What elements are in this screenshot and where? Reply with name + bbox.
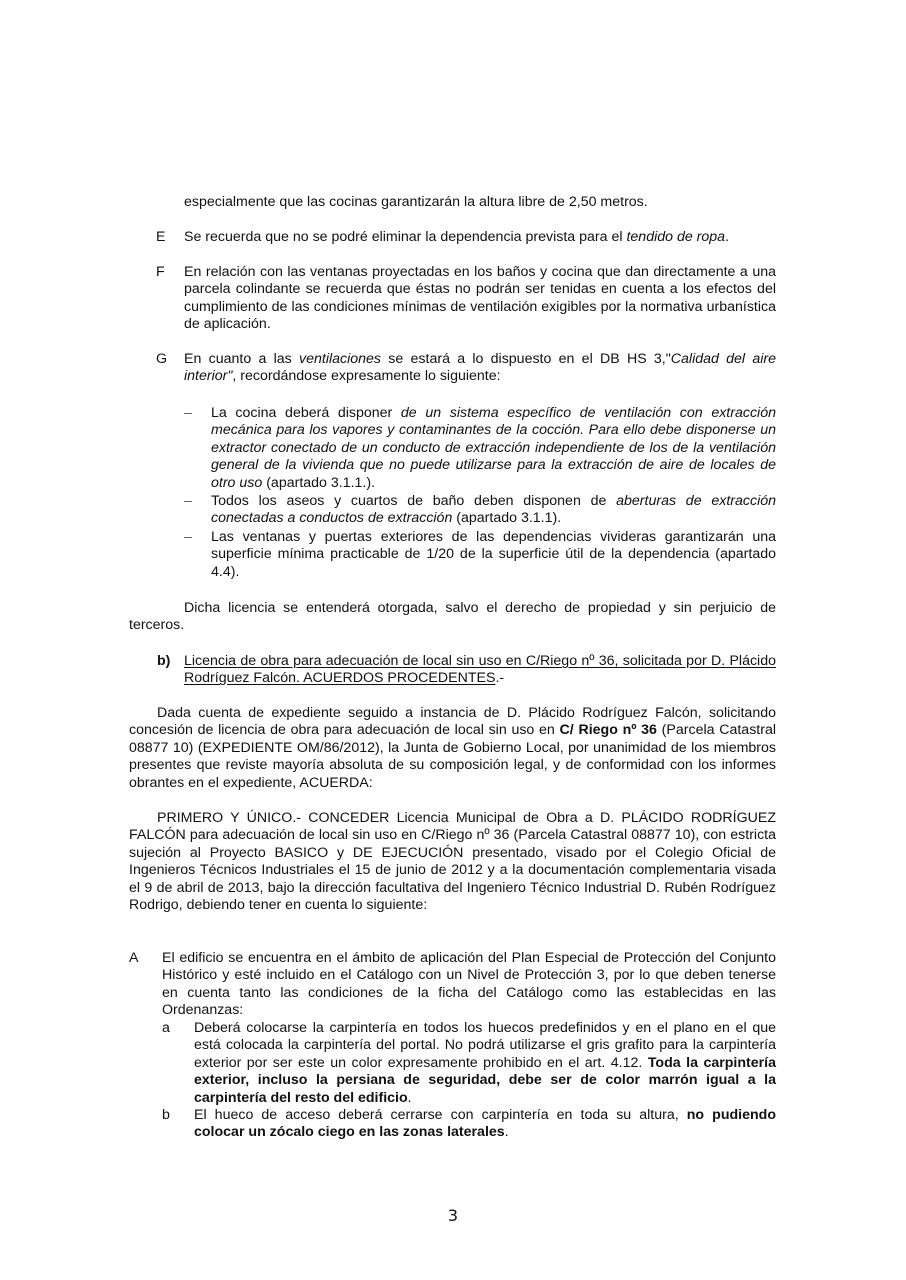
item-g-post: , recordándose expresamente lo siguiente: (232, 368, 501, 385)
dash-1-post: (apartado 3.1.1.). (262, 474, 376, 491)
sub-a-pre: Deberá colocarse la carpintería en todos los huecos predefinidos y en el plano en el que está colocada la carpintería del portal. No podrá utilizarse el gris grafito para la carpintería exterior por ser este un color expresamente prohibido en el art. 4.12. (194, 1020, 776, 1071)
dash-marker-3: – (184, 529, 192, 545)
item-g-text (184, 351, 776, 386)
dada-bold-address: C/ Riego nº 36 (559, 722, 657, 739)
dada-post: (Parcela Catastral 08877 10) (EXPEDIENTE OM/86/2012), la Junta de Gobierno Local, por unanimidad de los miembros presentes que reviste mayoría absoluta de su composición legal, y de conformidad con los informes obrantes en el expediente, ACUERDA: (129, 722, 776, 791)
sub-item-marker-a: a (162, 1020, 170, 1036)
dada-pre: Dada cuenta de expediente seguido a instancia de D. Plácido Rodríguez Falcón, solicitando concesión de licencia de obra para adecuación de local sin uso en (129, 705, 776, 739)
dash-item-3: Las ventanas y puertas exteriores de las dependencias vivideras garantizarán una superficie mínima practicable de 1/20 de la superficie útil de la dependencia (apartado 4.4). (211, 529, 776, 580)
dash-2-post: (apartado 3.1.1). (452, 510, 562, 527)
dash-marker-2: – (184, 493, 192, 509)
dicha-paragraph: Dicha licencia se entenderá otorgada, salvo el derecho de propiedad y sin perjuicio de terceros. (129, 600, 776, 634)
dada-paragraph (129, 705, 776, 792)
item-f-text: En relación con las ventanas proyectadas en los baños y cocina que dan directamente a una parcela colindante se recuerda que éstas no podrán ser tenidas en cuenta a los efectos del cumplimiento de las condiciones mínimas de ventilación exigibles por la normativa urbanística de aplicación. (184, 264, 776, 333)
item-e-post: . (725, 229, 730, 245)
item-e-text (184, 229, 776, 246)
item-g-mid: se estará a lo dispuesto en el DB HS 3," (381, 351, 671, 367)
item-g-pre: En cuanto a las (184, 351, 299, 367)
sub-item-marker-b: b (162, 1107, 170, 1123)
item-a-upper-text: El edificio se encuentra en el ámbito de aplicación del Plan Especial de Protección del Conjunto Histórico y esté incluido en el Catálogo con un Nivel de Protección 3, por lo que deben tenerse en cuenta tanto las condiciones de la ficha del Catálogo como las establecidas en las Ordenanzas: (162, 950, 776, 1019)
item-marker-g: G (156, 351, 168, 367)
section-b-suffix: .- (495, 670, 505, 687)
item-marker-f: F (156, 264, 165, 280)
dash-2-pre: Todos los aseos y cuartos de baño deben disponen de (211, 493, 617, 509)
item-marker-a-upper: A (129, 950, 139, 966)
item-g-italic2: Calidad del aire interior" (184, 351, 776, 385)
item-marker-e: E (156, 229, 166, 245)
item-e-pre: Se recuerda que no se podré eliminar la dependencia prevista para el (184, 229, 627, 245)
continuation-line: especialmente que las cocinas garantizarán la altura libre de 2,50 metros. (184, 194, 648, 210)
sub-a-bold: Toda la carpintería exterior, incluso la persiana de seguridad, debe ser de color marrón igual a la carpintería del resto del edificio (194, 1054, 776, 1106)
dash-1-italic: de un sistema específico de ventilación con extracción mecánica para los vapores y contaminantes de la cocción. Para ello debe disponerse un extractor conectado de un conducto de extracción independiente de los de la ventilación general de la vivienda que no puede utilizarse para la extracción de aire de locales de otro uso (211, 405, 776, 491)
sub-item-a-text (194, 1020, 776, 1107)
dash-item-2 (211, 493, 776, 528)
page-number: 3 (447, 1206, 459, 1225)
dash-marker-1: – (184, 405, 192, 421)
sub-b-pre: El hueco de acceso deberá cerrarse con carpintería en toda su altura, (194, 1107, 687, 1123)
dash-item-1 (211, 405, 776, 492)
section-b-heading (184, 653, 776, 688)
item-g-italic1: ventilaciones (299, 351, 382, 367)
item-e-italic: tendido de ropa (626, 229, 726, 245)
primero-paragraph: PRIMERO Y ÚNICO.- CONCEDER Licencia Municipal de Obra a D. PLÁCIDO RODRÍGUEZ FALCÓN para adecuación de local sin uso en C/Riego nº 36 (Parcela Catastral 08877 10), con estricta sujeción al Proyecto BASICO y DE EJECUCIÓN presentado, visado por el Colegio Oficial de Ingenieros Técnicos Industriales el 15 de junio de 2012 y a la documentación complementaria visada el 9 de abril de 2013, bajo la dirección facultativa del Ingeniero Técnico Industrial D. Rubén Rodríguez Rodrigo, debiendo tener en cuenta lo siguiente: (129, 810, 776, 914)
sub-a-post: . (407, 1089, 412, 1106)
sub-b-bold: no pudiendo colocar un zócalo ciego en las zonas laterales (194, 1107, 776, 1141)
dash-2-italic: aberturas de extracción conectadas a conductos de extracción (211, 493, 776, 527)
section-b-title: Licencia de obra para adecuación de local sin uso en C/Riego nº 36, solicitada por D. Plácido Rodríguez Falcón. ACUERDOS PROCEDENTES (184, 653, 776, 687)
sub-b-post: . (504, 1124, 509, 1141)
sub-item-b-text (194, 1107, 776, 1142)
section-b-marker: b) (157, 653, 171, 669)
dash-1-pre: La cocina deberá disponer (211, 405, 401, 421)
